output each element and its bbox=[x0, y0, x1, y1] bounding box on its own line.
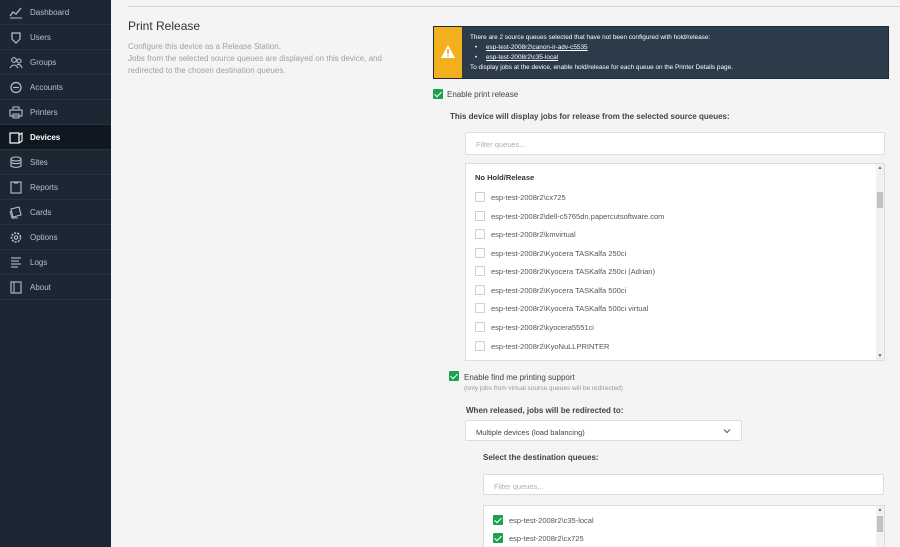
sidebar-item-groups[interactable] bbox=[0, 50, 111, 75]
description-line: Jobs from the selected source queues are displayed on this device, and bbox=[128, 54, 382, 63]
sidebar-item-label: About bbox=[30, 283, 51, 292]
queue-name: esp-test-2008r2\Kyocera TASKalfa 500ci virtual bbox=[491, 304, 649, 313]
queue-checkbox[interactable] bbox=[493, 533, 503, 543]
reports-icon bbox=[9, 181, 23, 194]
find-me-checkbox[interactable] bbox=[449, 371, 459, 381]
redirect-selected-value: Multiple devices (load balancing) bbox=[476, 428, 585, 437]
queue-name: esp-test-2008r2\kyocera5551ci bbox=[491, 323, 594, 332]
devices-icon bbox=[9, 131, 23, 144]
queue-name: esp-test-2008r2\cx725 bbox=[509, 534, 584, 543]
warning-stripe bbox=[434, 27, 462, 78]
enable-print-release-checkbox[interactable] bbox=[433, 89, 443, 99]
scrollbar-thumb[interactable] bbox=[877, 192, 883, 208]
sidebar-item-label: Reports bbox=[30, 183, 59, 192]
queue-name: esp-test-2008r2\KyoNuLLPRINTER bbox=[491, 342, 610, 351]
scrollbar[interactable] bbox=[876, 506, 884, 547]
find-me-label: Enable find me printing support bbox=[464, 373, 575, 382]
groups-icon bbox=[9, 56, 23, 69]
find-me-note: (only jobs from virtual source queues will be redirected) bbox=[464, 385, 623, 392]
divider bbox=[128, 6, 900, 7]
queue-name: esp-test-2008r2\dell-c5765dn.papercutsoftware.com bbox=[491, 212, 665, 221]
scrollbar-thumb[interactable] bbox=[877, 516, 883, 532]
queue-name: esp-test-2008r2\Kyocera TASKalfa 250ci bbox=[491, 249, 627, 258]
chevron-down-icon bbox=[723, 427, 731, 435]
source-queue-list[interactable] bbox=[465, 163, 885, 361]
queue-checkbox[interactable] bbox=[475, 248, 485, 258]
list-item[interactable] bbox=[475, 225, 855, 243]
destination-queue-list[interactable] bbox=[483, 505, 885, 547]
source-filter-input[interactable] bbox=[465, 132, 885, 155]
queue-checkbox[interactable] bbox=[475, 341, 485, 351]
scroll-up-icon[interactable]: ▲ bbox=[877, 165, 883, 171]
enable-print-release-label: Enable print release bbox=[447, 90, 519, 99]
warning-icon bbox=[440, 44, 456, 59]
warning-text bbox=[470, 33, 733, 73]
queue-name: esp-test-2008r2\Kyocera TASKalfa 500ci bbox=[491, 286, 627, 295]
sidebar-item-printers[interactable] bbox=[0, 100, 111, 125]
about-icon bbox=[9, 281, 23, 294]
sidebar-item-about[interactable] bbox=[0, 275, 111, 300]
list-item[interactable] bbox=[475, 262, 855, 280]
description-line: redirected to the chosen destination queues. bbox=[128, 66, 286, 75]
sidebar-item-label: Cards bbox=[30, 208, 52, 217]
sidebar-item-label: Logs bbox=[30, 258, 48, 267]
sites-icon bbox=[9, 156, 23, 169]
warning-line: There are 2 source queues selected that have not been configured with hold/release: bbox=[470, 34, 711, 41]
destination-filter-input[interactable] bbox=[483, 474, 884, 495]
sidebar-item-options[interactable] bbox=[0, 225, 111, 250]
sidebar-item-accounts[interactable] bbox=[0, 75, 111, 100]
list-item[interactable] bbox=[493, 529, 873, 547]
warning-queue-link[interactable]: • esp-test-2008r2\c35-local bbox=[470, 53, 733, 63]
gear-icon bbox=[9, 231, 23, 244]
queue-checkbox[interactable] bbox=[475, 266, 485, 276]
queue-name: esp-test-2008r2\c35-local bbox=[509, 516, 594, 525]
redirect-heading: When released, jobs will be redirected to: bbox=[466, 406, 624, 415]
queue-checkbox[interactable] bbox=[475, 285, 485, 295]
sidebar-item-devices[interactable] bbox=[0, 125, 111, 150]
queue-name: esp-test-2008r2\kmvirtual bbox=[491, 230, 576, 239]
sidebar-item-cards[interactable] bbox=[0, 200, 111, 225]
sidebar-item-reports[interactable] bbox=[0, 175, 111, 200]
sidebar-item-label: Accounts bbox=[30, 83, 63, 92]
scrollbar[interactable] bbox=[876, 164, 884, 360]
destination-heading: Select the destination queues: bbox=[483, 453, 599, 462]
page-title: Print Release bbox=[128, 19, 201, 33]
section-description bbox=[128, 41, 398, 77]
queue-checkbox[interactable] bbox=[475, 211, 485, 221]
queue-checkbox[interactable] bbox=[475, 192, 485, 202]
queue-group-header: No Hold/Release bbox=[475, 173, 535, 182]
sidebar-item-label: Users bbox=[30, 33, 51, 42]
sidebar-item-label: Options bbox=[30, 233, 58, 242]
users-icon bbox=[9, 31, 23, 44]
source-queues-heading: This device will display jobs for release from the selected source queues: bbox=[450, 112, 730, 121]
logs-icon bbox=[9, 256, 23, 269]
list-item[interactable] bbox=[475, 318, 855, 336]
cards-icon bbox=[9, 206, 23, 219]
queue-checkbox[interactable] bbox=[475, 303, 485, 313]
sidebar-item-label: Devices bbox=[30, 133, 61, 142]
queue-name: esp-test-2008r2\Kyocera TASKalfa 250ci (Adrian) bbox=[491, 267, 655, 276]
list-item[interactable] bbox=[475, 188, 855, 206]
accounts-icon bbox=[9, 81, 23, 94]
scroll-down-icon[interactable]: ▼ bbox=[877, 353, 883, 359]
list-item[interactable] bbox=[493, 511, 873, 529]
filter-placeholder: Filter queues... bbox=[476, 140, 526, 149]
sidebar-item-label: Sites bbox=[30, 158, 48, 167]
warning-queue-link[interactable]: • esp-test-2008r2\canon-ir-adv-c5535 bbox=[470, 43, 733, 53]
scroll-up-icon[interactable]: ▲ bbox=[877, 507, 883, 513]
list-item[interactable] bbox=[475, 337, 855, 355]
warning-line: To display jobs at the device, enable hold/release for each queue on the Printer Details page. bbox=[470, 64, 733, 71]
queue-name: esp-test-2008r2\cx725 bbox=[491, 193, 566, 202]
sidebar-item-dashboard[interactable] bbox=[0, 0, 111, 25]
list-item[interactable] bbox=[475, 299, 855, 317]
sidebar-item-label: Dashboard bbox=[30, 8, 70, 17]
dashboard-icon bbox=[9, 6, 23, 19]
filter-placeholder: Filter queues... bbox=[494, 482, 544, 491]
queue-checkbox[interactable] bbox=[493, 515, 503, 525]
sidebar bbox=[0, 0, 111, 547]
sidebar-item-label: Groups bbox=[30, 58, 57, 67]
main-content bbox=[111, 0, 900, 547]
sidebar-item-sites[interactable] bbox=[0, 150, 111, 175]
printers-icon bbox=[9, 106, 23, 119]
redirect-select[interactable] bbox=[465, 420, 742, 441]
sidebar-item-label: Printers bbox=[30, 108, 58, 117]
list-item[interactable] bbox=[475, 207, 855, 225]
description-line: Configure this device as a Release Station. bbox=[128, 42, 281, 51]
list-item[interactable] bbox=[475, 281, 855, 299]
sidebar-item-users[interactable] bbox=[0, 25, 111, 50]
warning-banner bbox=[433, 26, 889, 79]
sidebar-item-logs[interactable] bbox=[0, 250, 111, 275]
queue-checkbox[interactable] bbox=[475, 229, 485, 239]
list-item[interactable] bbox=[475, 244, 855, 262]
queue-checkbox[interactable] bbox=[475, 322, 485, 332]
